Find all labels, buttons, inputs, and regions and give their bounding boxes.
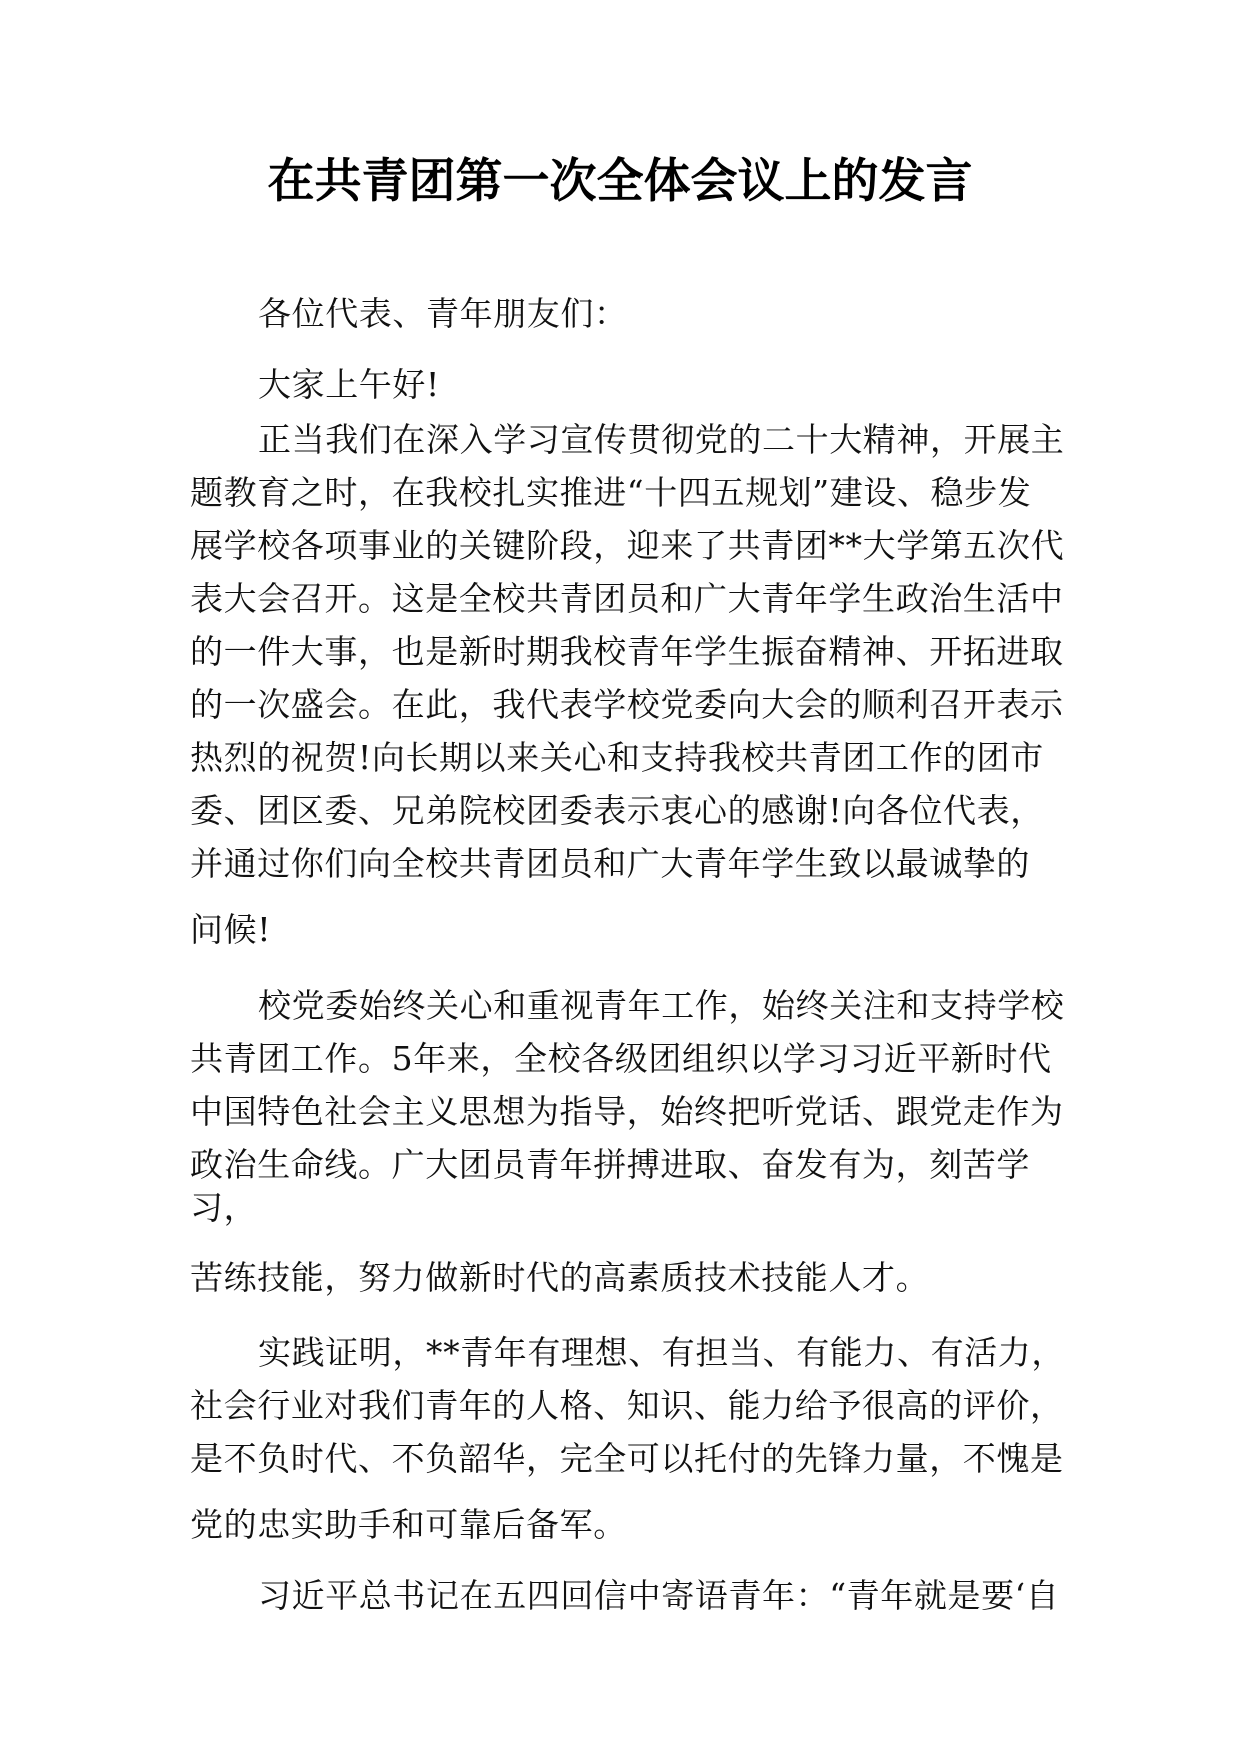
- paragraph-2-line: 校党委始终关心和重视青年工作，始终关注和支持学校: [258, 986, 1065, 1025]
- paragraph-1-line: 正当我们在深入学习宣传贯彻党的二十大精神，开展主: [258, 420, 1065, 459]
- paragraph-3-line: 实践证明，**青年有理想、有担当、有能力、有活力，: [258, 1333, 1065, 1372]
- paragraph-2-line: 政治生命线。广大团员青年拼搏进取、奋发有为，刻苦学: [190, 1145, 1030, 1184]
- paragraph-1-line: 表大会召开。这是全校共青团员和广大青年学生政治生活中: [190, 579, 1064, 618]
- paragraph-1-line: 题教育之时，在我校扎实推进“十四五规划”建设、稳步发: [190, 473, 1032, 512]
- paragraph-2-line: 中国特色社会主义思想为指导，始终把听党话、跟党走作为: [190, 1092, 1064, 1131]
- paragraph-2-line: 苦练技能，努力做新时代的高素质技术技能人才。: [190, 1258, 930, 1297]
- paragraph-1-line: 的一次盛会。在此，我代表学校党委向大会的顺利召开表示: [190, 685, 1064, 724]
- paragraph-3-line: 党的忠实助手和可靠后备军。: [190, 1505, 627, 1544]
- paragraph-3-line: 是不负时代、不负韶华，完全可以托付的先锋力量，不愧是: [190, 1439, 1064, 1478]
- paragraph-2-line: 习，: [190, 1188, 258, 1227]
- paragraph-1-line: 并通过你们向全校共青团员和广大青年学生致以最诚挚的: [190, 844, 1030, 883]
- salutation-line: 各位代表、青年朋友们：: [258, 294, 628, 333]
- paragraph-3-line: 社会行业对我们青年的人格、知识、能力给予很高的评价，: [190, 1386, 1064, 1425]
- document-title: 在共青团第一次全体会议上的发言: [267, 154, 973, 209]
- paragraph-2-line: 共青团工作。5年来，全校各级团组织以学习习近平新时代: [190, 1039, 1052, 1078]
- paragraph-1-line: 的一件大事，也是新时期我校青年学生振奋精神、开拓进取: [190, 632, 1064, 671]
- paragraph-1-line: 问候!: [190, 910, 272, 949]
- paragraph-1-line: 热烈的祝贺!向长期以来关心和支持我校共青团工作的团市: [190, 738, 1044, 777]
- paragraph-4-line: 习近平总书记在五四回信中寄语青年：“青年就是要‘自: [258, 1576, 1060, 1615]
- paragraph-1-line: 委、团区委、兄弟院校团委表示衷心的感谢!向各位代表，: [190, 791, 1044, 830]
- greeting-line: 大家上午好!: [258, 365, 440, 404]
- paragraph-1-line: 展学校各项事业的关键阶段，迎来了共青团**大学第五次代: [190, 526, 1065, 565]
